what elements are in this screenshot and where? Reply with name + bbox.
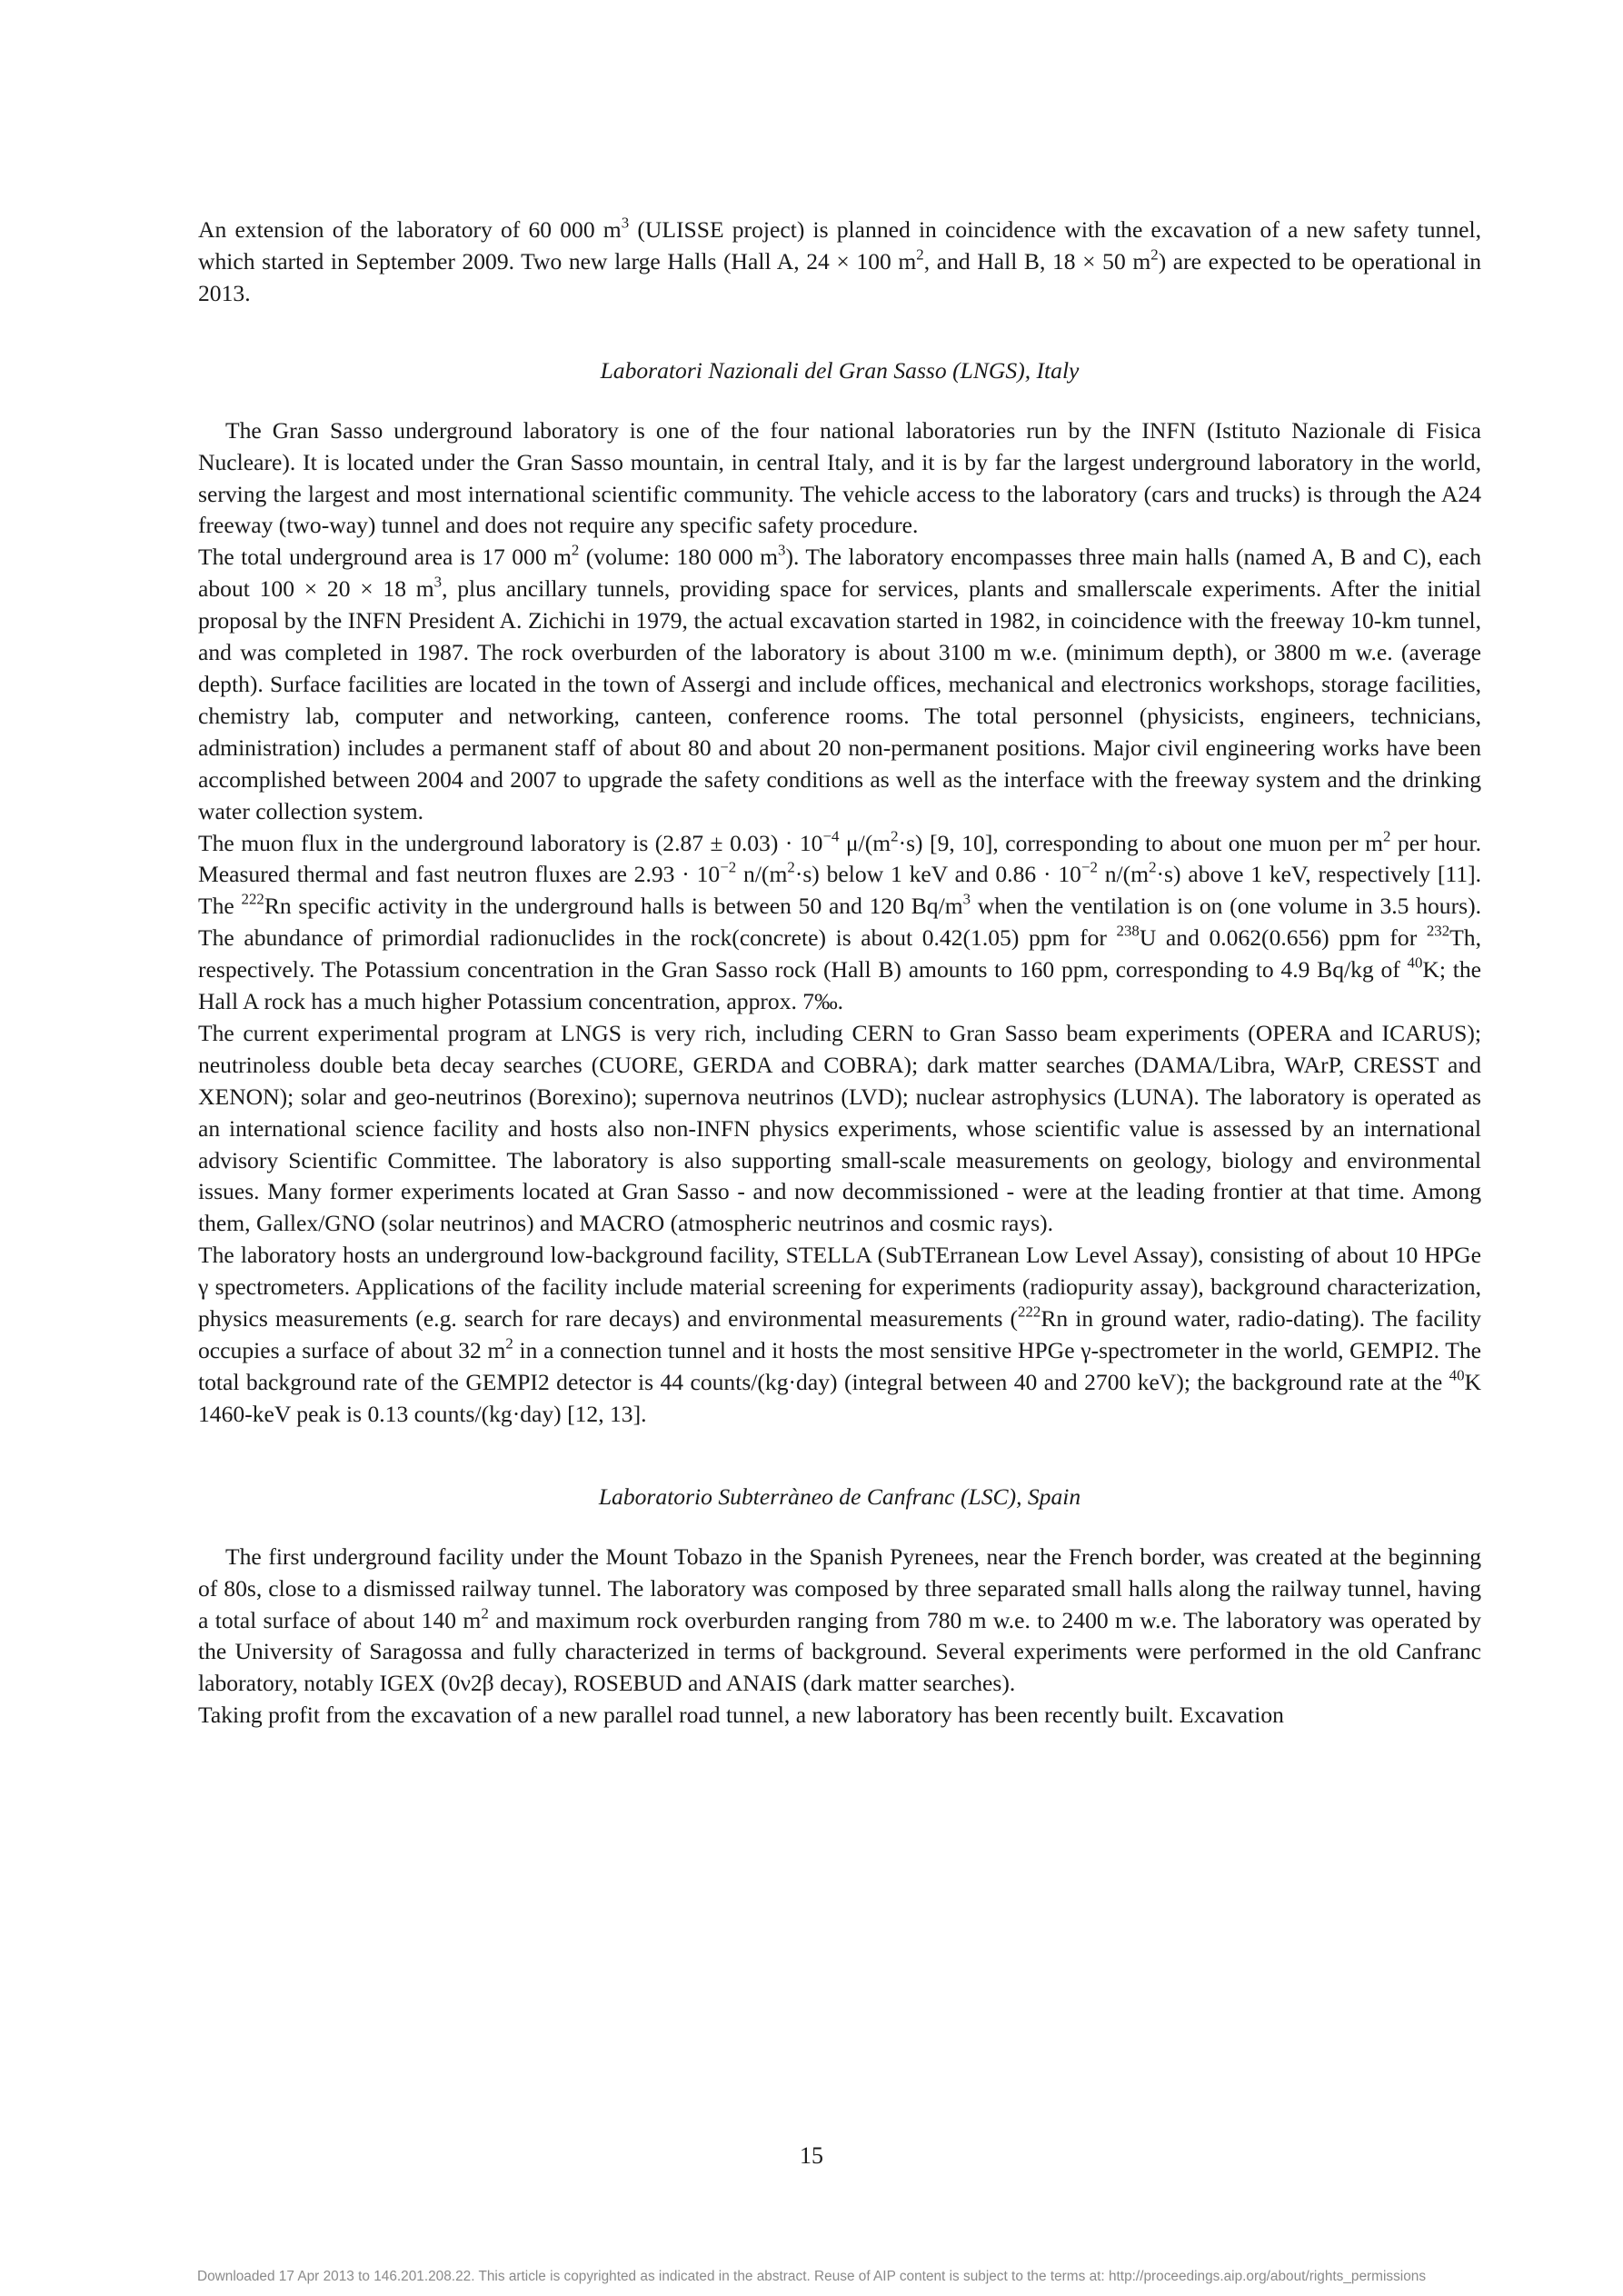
text-run: U and 0.062(0.656) ppm for bbox=[1139, 924, 1427, 952]
text-run: Rn in ground water, radio-dating). The facility occupies a surface of about 32 m bbox=[198, 1305, 1481, 1363]
text-run: and maximum rock overburden ranging from 780 m w.e. to 2400 m w.e. The laboratory was operated by the University of Saragossa and fully characterized in terms of background. Several experiments were performed in the old Canfranc laboratory, notably IGEX (0ν2β decay), ROSEBUD and ANAIS (dark matter searches). bbox=[198, 1606, 1481, 1697]
paragraph bbox=[198, 1700, 1481, 1732]
paragraph bbox=[198, 542, 1481, 827]
text-run: ·s) above 1 keV, respectively [11]. The bbox=[198, 861, 1481, 920]
superscript: 40 bbox=[1407, 953, 1423, 972]
text-run: The first underground facility under the Mount Tobazo in the Spanish Pyrenees, near the French border, was created at the beginning of 80s, close to a dismissed railway tunnel. The laboratory was composed by three separated small halls along the railway tunnel, having a total surface of about 140 m bbox=[198, 1542, 1481, 1633]
section-title: Laboratori Nazionali del Gran Sasso (LNGS), Italy bbox=[600, 356, 1080, 384]
text-run: (volume: 180 000 m bbox=[579, 544, 779, 571]
superscript: 2 bbox=[891, 827, 899, 845]
text-run: when the ventilation is on (one volume in 3.5 hours). The abundance of primordial radionuclides in the rock(concrete) is about 0.42(1.05) ppm for bbox=[198, 893, 1481, 952]
text-run: (ULISSE project) is planned in coincidence with the excavation of a new safety tunnel, which started in September 2009. Two new large Halls (Hall A, 24 × 100 m bbox=[198, 216, 1482, 275]
superscript: 2 bbox=[1383, 827, 1391, 845]
superscript: 3 bbox=[778, 541, 786, 559]
superscript: 222 bbox=[1018, 1303, 1041, 1321]
text-run: ·s) [9, 10], corresponding to about one muon per m bbox=[898, 829, 1384, 856]
text-run: ·s) below 1 keV and 0.86 · 10 bbox=[794, 861, 1081, 888]
paragraph bbox=[198, 828, 1481, 1018]
superscript: 3 bbox=[962, 890, 971, 908]
superscript: 2 bbox=[1149, 858, 1157, 876]
text-run: ). The laboratory encompasses three main halls (named A, B and C), each about 100 × 20 × 18 m bbox=[198, 544, 1482, 603]
text-run: ) are expected to be operational in 2013. bbox=[198, 247, 1481, 306]
superscript: 2 bbox=[1150, 245, 1159, 264]
text-run: K 1460-keV peak is 0.13 counts/(kg·day) [12, 13]. bbox=[198, 1368, 1481, 1427]
superscript: 3 bbox=[433, 573, 443, 591]
superscript: 3 bbox=[621, 214, 630, 232]
superscript: 232 bbox=[1426, 922, 1450, 940]
superscript: 222 bbox=[241, 890, 264, 908]
superscript: 40 bbox=[1449, 1366, 1465, 1384]
text-run: μ/(m bbox=[839, 829, 891, 856]
superscript: 2 bbox=[505, 1334, 513, 1353]
text-run: , and Hall B, 18 × 50 m bbox=[923, 247, 1151, 275]
paragraph bbox=[198, 1018, 1481, 1240]
superscript: −2 bbox=[720, 858, 737, 876]
text-run: n/(m bbox=[736, 861, 788, 888]
superscript: 2 bbox=[787, 858, 795, 876]
superscript: 2 bbox=[481, 1604, 489, 1622]
text-run: in a connection tunnel and it hosts the most sensitive HPGe γ-spectrometer in the world, GEMPI2. The total background rate of the GEMPI2 detector is 44 counts/(kg·day) (integral between 40 and 2700 keV); the background rate at the bbox=[198, 1337, 1481, 1395]
superscript: 2 bbox=[916, 245, 924, 264]
text-run: The Gran Sasso underground laboratory is one of the four national laboratories run by the INFN (Istituto Nazionale di Fisica Nucleare). It is located under the Gran Sasso mountain, in central Italy, and it is by far the largest underground laboratory in the world, serving the largest and most international scientific community. The vehicle access to the laboratory (cars and trucks) is through the A24 freeway (two-way) tunnel and does not require any specific safety procedure. bbox=[198, 416, 1481, 539]
download-footer: Downloaded 17 Apr 2013 to 146.201.208.22. This article is copyrighted as indicated in the abstract. Reuse of AIP content is subject to the terms at: http://proceedings.aip.org/about/rights_permissions bbox=[196, 2269, 1427, 2284]
text-run: K; the Hall A rock has a much higher Potassium concentration, approx. 7‰. bbox=[198, 956, 1481, 1015]
text-run: The laboratory hosts an underground low-background facility, STELLA (SubTErranean Low Level Assay), consisting of about 10 HPGe γ spectrometers. Applications of the facility include material screening for experiments (radiopurity assay), background characterization, physics measurements (e.g. search for rare decays) and environmental measurements ( bbox=[198, 1242, 1481, 1333]
superscript: −4 bbox=[822, 827, 840, 845]
text-run: The total underground area is 17 000 m bbox=[198, 544, 572, 571]
paragraph bbox=[198, 1240, 1481, 1430]
text-run: , plus ancillary tunnels, providing space for services, plants and smallerscale experiments. After the initial proposal by the INFN President A. Zichichi in 1979, the actual excavation started in 1982, in coincidence with the freeway 10-km tunnel, and was completed in 1987. The rock overburden of the laboratory is about 3100 m w.e. (minimum depth), or 3800 m w.e. (average depth). Surface facilities are located in the town of Assergi and include offices, mechanical and electronics workshops, storage facilities, chemistry lab, computer and networking, canteen, conference rooms. The total personnel (physicists, engineers, technicians, administration) includes a permanent staff of about 80 and about 20 non-permanent positions. Major civil engineering works have been accomplished between 2004 and 2007 to upgrade the safety conditions as well as the interface with the freeway system and the drinking water collection system. bbox=[198, 575, 1481, 824]
paragraph bbox=[198, 1542, 1481, 1701]
text-run: An extension of the laboratory of 60 000 m bbox=[198, 216, 622, 243]
section-title: Laboratorio Subterràneo de Canfranc (LSC), Spain bbox=[598, 1482, 1081, 1510]
text-run: The muon flux in the underground laboratory is (2.87 ± 0.03) · 10 bbox=[198, 829, 823, 856]
text-run: Rn specific activity in the underground halls is between 50 and 120 Bq/m bbox=[264, 893, 963, 920]
paragraph bbox=[198, 415, 1481, 543]
text-run: n/(m bbox=[1097, 861, 1150, 888]
superscript: 2 bbox=[571, 541, 580, 559]
paragraph bbox=[198, 215, 1481, 310]
superscript: 238 bbox=[1116, 922, 1140, 940]
page-content bbox=[198, 215, 1481, 1732]
text-run: Th, respectively. The Potassium concentration in the Gran Sasso rock (Hall B) amounts to 160 ppm, corresponding to 4.9 Bq/kg of bbox=[198, 924, 1481, 983]
superscript: −2 bbox=[1080, 858, 1098, 876]
text-run: Taking profit from the excavation of a new parallel road tunnel, a new laboratory has been recently built. Excavation bbox=[198, 1702, 1284, 1729]
page-number: 15 bbox=[800, 2142, 823, 2169]
text-run: The current experimental program at LNGS is very rich, including CERN to Gran Sasso beam experiments (OPERA and ICARUS); neutrinoless double beta decay searches (CUORE, GERDA and COBRA); dark matter searches (DAMA/Libra, WArP, CRESST and XENON); solar and geo-neutrinos (Borexino); supernova neutrinos (LVD); nuclear astrophysics (LUNA). The laboratory is operated as an international science facility and hosts also non-INFN physics experiments, whose scientific value is assessed by an international advisory Scientific Committee. The laboratory is also supporting small-scale measurements on geology, biology and environmental issues. Many former experiments located at Gran Sasso - and now decommissioned - were at the leading frontier at that time. Among them, Gallex/GNO (solar neutrinos) and MACRO (atmospheric neutrinos and cosmic rays). bbox=[198, 1019, 1481, 1237]
text-run: per hour. Measured thermal and fast neutron fluxes are 2.93 · 10 bbox=[198, 829, 1481, 888]
